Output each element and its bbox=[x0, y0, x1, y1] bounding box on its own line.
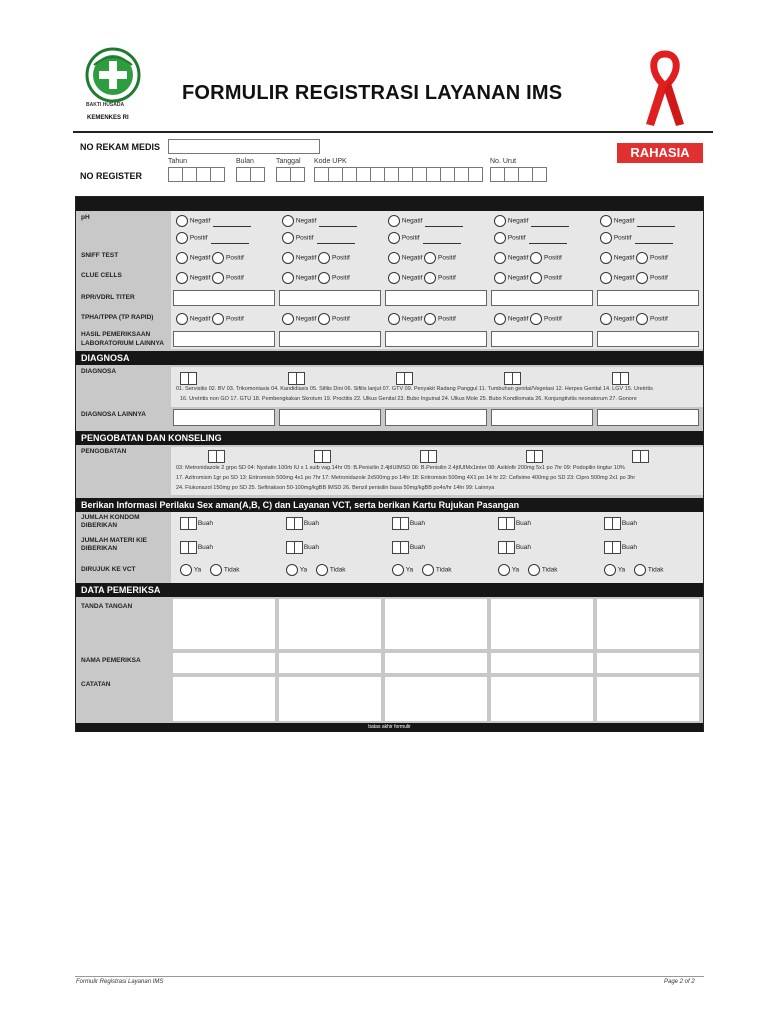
buah-label: Buah bbox=[515, 544, 531, 552]
positif-label: Positif bbox=[332, 274, 350, 282]
vct-tidak-radio[interactable] bbox=[528, 564, 540, 576]
sniff-positif-radio[interactable] bbox=[212, 252, 224, 264]
tanggal-field[interactable] bbox=[276, 167, 304, 182]
tpha-positif-radio[interactable] bbox=[318, 313, 330, 325]
tpha-positif-radio[interactable] bbox=[424, 313, 436, 325]
tpha-negatif-radio[interactable] bbox=[282, 313, 294, 325]
hasil-lab-field[interactable] bbox=[173, 331, 275, 347]
vct-tidak-radio[interactable] bbox=[210, 564, 222, 576]
negatif-label: Negatif bbox=[401, 274, 423, 282]
pemeriksa-bar: DATA PEMERIKSA bbox=[76, 583, 703, 597]
clue-cells-label: CLUE CELLS bbox=[81, 272, 122, 279]
no-register-label: NO REGISTER bbox=[80, 171, 143, 181]
tahun-field[interactable] bbox=[168, 167, 224, 182]
tpha-tppa-label: TPHA/TPPA (TP RAPID) bbox=[81, 314, 154, 321]
kondom-label-1: JUMLAH KONDOM bbox=[81, 514, 140, 521]
buah-label: Buah bbox=[197, 520, 213, 528]
positif-label: Positif bbox=[544, 315, 562, 323]
positif-label: Positif bbox=[226, 254, 244, 262]
clue-negatif-radio[interactable] bbox=[282, 272, 294, 284]
no-rekam-medis-label: NO REKAM MEDIS bbox=[80, 142, 161, 152]
tpha-negatif-radio[interactable] bbox=[176, 313, 188, 325]
sniff-positif-radio[interactable] bbox=[424, 252, 436, 264]
sniff-negatif-radio[interactable] bbox=[388, 252, 400, 264]
negatif-label: Negatif bbox=[189, 274, 211, 282]
no-urut-field[interactable] bbox=[490, 167, 546, 182]
rpr-field[interactable] bbox=[279, 290, 381, 306]
vct-ya-radio[interactable] bbox=[392, 564, 404, 576]
negatif-label: Negatif bbox=[507, 315, 529, 323]
positif-label: Positif bbox=[650, 254, 668, 262]
form-table bbox=[75, 196, 704, 732]
ttd-field[interactable] bbox=[173, 599, 275, 649]
clue-negatif-radio[interactable] bbox=[388, 272, 400, 284]
nama-field[interactable] bbox=[491, 653, 593, 673]
vct-ya-radio[interactable] bbox=[498, 564, 510, 576]
batas-akhir: batas akhir formulir bbox=[76, 723, 703, 732]
hasil-lab-field[interactable] bbox=[385, 331, 487, 347]
rpr-field[interactable] bbox=[385, 290, 487, 306]
diagnosa-lainnya-field[interactable] bbox=[597, 409, 699, 426]
diagnosa-lainnya-field[interactable] bbox=[385, 409, 487, 426]
nama-pemeriksa-label: NAMA PEMERIKSA bbox=[81, 657, 141, 664]
rpr-vdrl-label: RPR/VDRL TITER bbox=[81, 294, 135, 301]
no-urut-label: No. Urut bbox=[490, 158, 517, 165]
catatan-field[interactable] bbox=[491, 677, 593, 721]
tpha-negatif-radio[interactable] bbox=[600, 313, 612, 325]
buah-label: Buah bbox=[303, 544, 319, 552]
pengobatan-list-1: 03: Metronidazole 2 grpo SD 04: Nystatin 100rb IU x 1 suib vag.14hr 05: B.Penisilin 2.4jtIUIMSD 06: B.Penisilin 2.4jtIUIMx1inter 08: Asiklofir 200mg 5x1 po 7hr 09: Podopilin tingtur 10% bbox=[176, 465, 625, 471]
vct-label: DIRUJUK KE VCT bbox=[81, 566, 136, 573]
diagnosa-bar: DIAGNOSA bbox=[76, 351, 703, 365]
ttd-field[interactable] bbox=[597, 599, 699, 649]
tidak-label: Tidak bbox=[541, 566, 558, 574]
bulan-label: Bulan bbox=[236, 158, 254, 165]
catatan-field[interactable] bbox=[597, 677, 699, 721]
ttd-field[interactable] bbox=[385, 599, 487, 649]
footer-divider bbox=[75, 976, 704, 977]
tidak-label: Tidak bbox=[435, 566, 452, 574]
positif-label: Positif bbox=[438, 254, 456, 262]
rpr-field[interactable] bbox=[491, 290, 593, 306]
tanda-tangan-label: TANDA TANGAN bbox=[81, 603, 133, 610]
ya-label: Ya bbox=[193, 566, 202, 574]
negatif-label: Negatif bbox=[507, 254, 529, 262]
ph-negatif-radio[interactable] bbox=[282, 215, 294, 227]
tpha-negatif-radio[interactable] bbox=[388, 313, 400, 325]
catatan-field[interactable] bbox=[385, 677, 487, 721]
ya-label: Ya bbox=[299, 566, 308, 574]
nama-field[interactable] bbox=[385, 653, 487, 673]
ya-label: Ya bbox=[617, 566, 626, 574]
ph-positif-radio[interactable] bbox=[600, 232, 612, 244]
buah-label: Buah bbox=[197, 544, 213, 552]
page-title: FORMULIR REGISTRASI LAYANAN IMS bbox=[182, 82, 563, 104]
ph-positif-radio[interactable] bbox=[282, 232, 294, 244]
hasil-lab-field[interactable] bbox=[279, 331, 381, 347]
negatif-label: Negatif bbox=[295, 274, 317, 282]
positif-label: Positif bbox=[650, 315, 668, 323]
footer-left: Formulir Registrasi Layanan IMS bbox=[76, 979, 164, 985]
tpha-positif-radio[interactable] bbox=[212, 313, 224, 325]
informasi-bar: Berikan Informasi Perilaku Sex aman(A,B, C) dan Layanan VCT, serta berikan Kartu Rujukan Pasangan bbox=[76, 498, 703, 512]
diagnosa-lainnya-field[interactable] bbox=[279, 409, 381, 426]
clue-positif-radio[interactable] bbox=[636, 272, 648, 284]
negatif-label: Negatif bbox=[613, 254, 635, 262]
pengobatan-bar: PENGOBATAN DAN KONSELING bbox=[76, 431, 703, 445]
red-ribbon-icon bbox=[640, 50, 690, 128]
positif-label: Positif bbox=[226, 315, 244, 323]
positif-label: Positif bbox=[544, 254, 562, 262]
sniff-negatif-radio[interactable] bbox=[600, 252, 612, 264]
clue-positif-radio[interactable] bbox=[424, 272, 436, 284]
vct-tidak-radio[interactable] bbox=[634, 564, 646, 576]
ph-positif-radio[interactable] bbox=[388, 232, 400, 244]
clue-positif-radio[interactable] bbox=[318, 272, 330, 284]
ph-label: pH bbox=[81, 214, 90, 221]
tpha-negatif-radio[interactable] bbox=[494, 313, 506, 325]
sniff-negatif-radio[interactable] bbox=[176, 252, 188, 264]
ttd-field[interactable] bbox=[279, 599, 381, 649]
vct-ya-radio[interactable] bbox=[286, 564, 298, 576]
vct-tidak-radio[interactable] bbox=[422, 564, 434, 576]
rpr-field[interactable] bbox=[597, 290, 699, 306]
kode-upk-label: Kode UPK bbox=[314, 158, 347, 165]
catatan-label: CATATAN bbox=[81, 681, 111, 688]
diagnosa-lainnya-field[interactable] bbox=[491, 409, 593, 426]
buah-label: Buah bbox=[621, 520, 637, 528]
ph-negatif-radio[interactable] bbox=[176, 215, 188, 227]
positif-label: Positif bbox=[438, 274, 456, 282]
diagnosa-lainnya-label: DIAGNOSA LAINNYA bbox=[81, 411, 146, 418]
negatif-label: Negatif bbox=[189, 217, 211, 225]
ph-negatif-radio[interactable] bbox=[600, 215, 612, 227]
ph-negatif-radio[interactable] bbox=[388, 215, 400, 227]
tanggal-label: Tanggal bbox=[276, 158, 301, 165]
positif-label: Positif bbox=[507, 234, 526, 242]
positif-label: Positif bbox=[332, 315, 350, 323]
diagnosa-label: DIAGNOSA bbox=[81, 368, 117, 375]
catatan-field[interactable] bbox=[173, 677, 275, 721]
header-divider bbox=[73, 131, 713, 133]
hasil-lab-field[interactable] bbox=[491, 331, 593, 347]
positif-label: Positif bbox=[401, 234, 420, 242]
nama-field[interactable] bbox=[279, 653, 381, 673]
logo-caption: KEMENKES RI bbox=[87, 115, 129, 121]
sniff-test-label: SNIFF TEST bbox=[81, 252, 119, 259]
ya-label: Ya bbox=[405, 566, 414, 574]
negatif-label: Negatif bbox=[401, 217, 423, 225]
positif-label: Positif bbox=[438, 315, 456, 323]
buah-label: Buah bbox=[621, 544, 637, 552]
kode-upk-field[interactable] bbox=[314, 167, 482, 182]
tidak-label: Tidak bbox=[223, 566, 240, 574]
sniff-positif-radio[interactable] bbox=[318, 252, 330, 264]
buah-label: Buah bbox=[303, 520, 319, 528]
clue-negatif-radio[interactable] bbox=[600, 272, 612, 284]
hasil-lab-field[interactable] bbox=[597, 331, 699, 347]
clue-negatif-radio[interactable] bbox=[494, 272, 506, 284]
tpha-positif-radio[interactable] bbox=[636, 313, 648, 325]
positif-label: Positif bbox=[613, 234, 632, 242]
sniff-negatif-radio[interactable] bbox=[282, 252, 294, 264]
negatif-label: Negatif bbox=[507, 274, 529, 282]
diagnosa-lainnya-field[interactable] bbox=[173, 409, 275, 426]
diagnosa-list-1: 01. Servisitis 02. BV 03. Trikomoniasis 04. Kandidiasis 05. Sifilis Dini 06. Sifilis lanjut 07. GTV 09. Penyakit Radang Panggul 11. Tumbuhan genital/Vegetasi 12. Herpes Genital 14. LGV 15. Uretritis bbox=[176, 386, 653, 392]
tidak-label: Tidak bbox=[329, 566, 346, 574]
positif-label: Positif bbox=[650, 274, 668, 282]
negatif-label: Negatif bbox=[189, 254, 211, 262]
buah-label: Buah bbox=[409, 520, 425, 528]
buah-label: Buah bbox=[515, 520, 531, 528]
sniff-positif-radio[interactable] bbox=[530, 252, 542, 264]
ya-label: Ya bbox=[511, 566, 520, 574]
ph-negatif-radio[interactable] bbox=[494, 215, 506, 227]
kondom-label-2: DIBERIKAN bbox=[81, 522, 118, 529]
vct-ya-radio[interactable] bbox=[180, 564, 192, 576]
vct-ya-radio[interactable] bbox=[604, 564, 616, 576]
buah-label: Buah bbox=[409, 544, 425, 552]
hasil-label-1: HASIL PEMERIKSAAN bbox=[81, 331, 151, 338]
positif-label: Positif bbox=[295, 234, 314, 242]
sniff-positif-radio[interactable] bbox=[636, 252, 648, 264]
negatif-label: Negatif bbox=[507, 217, 529, 225]
ttd-field[interactable] bbox=[491, 599, 593, 649]
positif-label: Positif bbox=[189, 234, 208, 242]
pengobatan-code-5[interactable] bbox=[632, 448, 648, 466]
footer-page: Page 2 of 2 bbox=[664, 979, 695, 985]
pengobatan-label: PENGOBATAN bbox=[81, 448, 127, 455]
positif-label: Positif bbox=[332, 254, 350, 262]
kie-label-2: DIBERIKAN bbox=[81, 545, 118, 552]
negatif-label: Negatif bbox=[613, 274, 635, 282]
negatif-label: Negatif bbox=[189, 315, 211, 323]
hasil-label-2: LABORATORIUM LAINNYA bbox=[81, 340, 164, 347]
no-rekam-medis-field[interactable] bbox=[168, 139, 320, 154]
rahasia-badge: RAHASIA bbox=[617, 143, 703, 163]
ph-positif-radio[interactable] bbox=[176, 232, 188, 244]
form-top-bar bbox=[76, 197, 703, 211]
sniff-negatif-radio[interactable] bbox=[494, 252, 506, 264]
clue-negatif-radio[interactable] bbox=[176, 272, 188, 284]
negatif-label: Negatif bbox=[295, 254, 317, 262]
ph-positif-radio[interactable] bbox=[494, 232, 506, 244]
kie-label-1: JUMLAH MATERI KIE bbox=[81, 537, 147, 544]
diagnosa-list-2: 16. Uretritis non GO 17. GTU 18. Pembengkakan Skrotum 19. Proctitis 22. Ulkus Genital 23. Bubo Inguinal 24. Ulkus Mole 25. Bubo Kondilomata 26. Konjungtivitis neonatorum 27. Gonore bbox=[180, 396, 637, 402]
positif-label: Positif bbox=[226, 274, 244, 282]
nama-field[interactable] bbox=[597, 653, 699, 673]
negatif-label: Negatif bbox=[401, 254, 423, 262]
positif-label: Positif bbox=[544, 274, 562, 282]
rpr-field[interactable] bbox=[173, 290, 275, 306]
tahun-label: Tahun bbox=[168, 158, 188, 165]
vct-tidak-radio[interactable] bbox=[316, 564, 328, 576]
nama-field[interactable] bbox=[173, 653, 275, 673]
bulan-field[interactable] bbox=[236, 167, 264, 182]
pengobatan-list-2: 17. Azitromisin 1gr po SD 13: Eritromisin 500mg 4x1 po 7hr 17: Metronidazole 2x500mg po 14hr 18: Eritromisin 500mg 4X1 po 14 hr 22: Cefixime 400mg po SD 23: Cipro 500mg 2x1 po 3hr bbox=[176, 475, 636, 481]
tidak-label: Tidak bbox=[647, 566, 664, 574]
negatif-label: Negatif bbox=[613, 315, 635, 323]
clue-positif-radio[interactable] bbox=[212, 272, 224, 284]
negatif-label: Negatif bbox=[295, 315, 317, 323]
logo-text: BAKTI HUSADA bbox=[86, 102, 125, 108]
negatif-label: Negatif bbox=[295, 217, 317, 225]
tpha-positif-radio[interactable] bbox=[530, 313, 542, 325]
clue-positif-radio[interactable] bbox=[530, 272, 542, 284]
catatan-field[interactable] bbox=[279, 677, 381, 721]
pengobatan-list-3: 24. Flukonazol 150mg po SD 25. Seftriakson 50-100mg/kgBB IMSD 26. Benzil penisilin basa 50mg/kgBB po4x/hr 14hr 99: Lainnya bbox=[176, 485, 495, 491]
negatif-label: Negatif bbox=[613, 217, 635, 225]
negatif-label: Negatif bbox=[401, 315, 423, 323]
